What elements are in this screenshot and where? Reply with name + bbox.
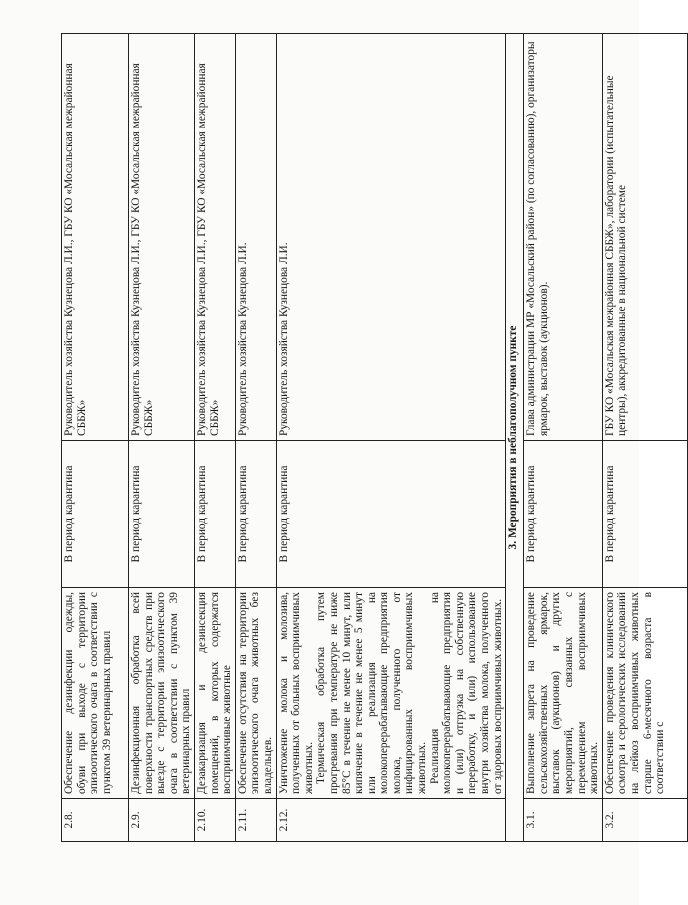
measure-text: Обеспечение отсутствия на территории эпизоотического очага животных без владельцев. [235, 588, 276, 799]
measure-paragraph: Термическая обработка путем прогревания при температуре не ниже 85°С в течение не менее 10 минут, или кипячение в течение не менее 5 минут или реализация на молокоперерабатывающие предприятия молока, полученного от инфицированных восприимчивых животных. [315, 592, 429, 794]
responsible-text: Руководитель хозяйства Кузнецова Л.И., ГБУ КО «Мосальская межрайонная СББЖ» [62, 34, 129, 441]
responsible-text: Руководитель хозяйства Кузнецова Л.И., ГБУ КО «Мосальская межрайонная СББЖ» [129, 34, 195, 441]
measure-text: Обеспечение дезинфекции одежды, обуви при выходе с территории эпизоотического очага в соответствии с пунктом 39 ветеринарных правил [62, 588, 129, 799]
measure-text: Дезакаризация и дезинсекция помещений, в которых содержатся восприимчивые животные [194, 588, 235, 799]
term-text: В период карантина [62, 441, 129, 588]
row-number: 2.12. [276, 799, 506, 842]
measure-text [276, 588, 506, 799]
table-row [62, 34, 129, 842]
responsible-text: Руководитель хозяйства Кузнецова Л.И. [235, 34, 276, 441]
responsible-text: Руководитель хозяйства Кузнецова Л.И. [276, 34, 506, 441]
measure-paragraph: Реализация на молокоперерабатывающие предприятия и (или) отгрузка на собственную переработку, и (или) использование внутри хозяйства молока, полученного от здоровых восприимчивых животных. [428, 592, 504, 794]
measure-paragraph: Уничтожение молока и молозива, полученных от больных восприимчивых животных. [277, 592, 315, 794]
term-text: В период карантина [276, 441, 506, 588]
section-title: 3. Мероприятия в неблагополучном пункте [506, 34, 524, 842]
row-number: 3.1. [524, 799, 603, 842]
row-number: 2.9. [129, 799, 195, 842]
measures-table [61, 33, 688, 842]
rotated-table-wrapper [61, 34, 667, 842]
measure-text: Выполнение запрета на проведение сельскохозяйственных ярмарок, выставок (аукционов) и других мероприятий, связанных с перемещением восприимчивых животных. [524, 588, 603, 799]
table-row [235, 34, 276, 842]
term-text: В период карантина [129, 441, 195, 588]
responsible-text: ГБУ КО «Мосальская межрайонная СББЖ», лаборатории (испытательные центры), аккредитованные в национальной системе [602, 34, 687, 441]
responsible-text: Глава администрации МР «Мосальский район» (по согласованию), организаторы ярмарок, выставок (аукционов). [524, 34, 603, 441]
responsible-text: Руководитель хозяйства Кузнецова Л.И., ГБУ КО «Мосальская межрайонная СББЖ» [194, 34, 235, 441]
table-row [602, 34, 687, 842]
term-text: В период карантина [524, 441, 603, 588]
term-text: В период карантина [194, 441, 235, 588]
term-text: В период карантина [602, 441, 687, 588]
table-row [194, 34, 235, 842]
section-row [506, 34, 524, 842]
row-number: 3.2. [602, 799, 687, 842]
measure-text: Дезинфекционная обработка всей поверхности транспортных средств при выезде с территории эпизоотического очага в соответствии с пунктом 39 ветеринарных правил [129, 588, 195, 799]
row-number: 2.8. [62, 799, 129, 842]
table-row [524, 34, 603, 842]
row-number: 2.11. [235, 799, 276, 842]
term-text: В период карантина [235, 441, 276, 588]
table-row [129, 34, 195, 842]
measure-text: Обеспечение проведения клинического осмотра и серологических исследований на лейкоз восприимчивых животных старше 6-месячного возраста в соответствии с [602, 588, 687, 799]
table-row [276, 34, 506, 842]
row-number: 2.10. [194, 799, 235, 842]
